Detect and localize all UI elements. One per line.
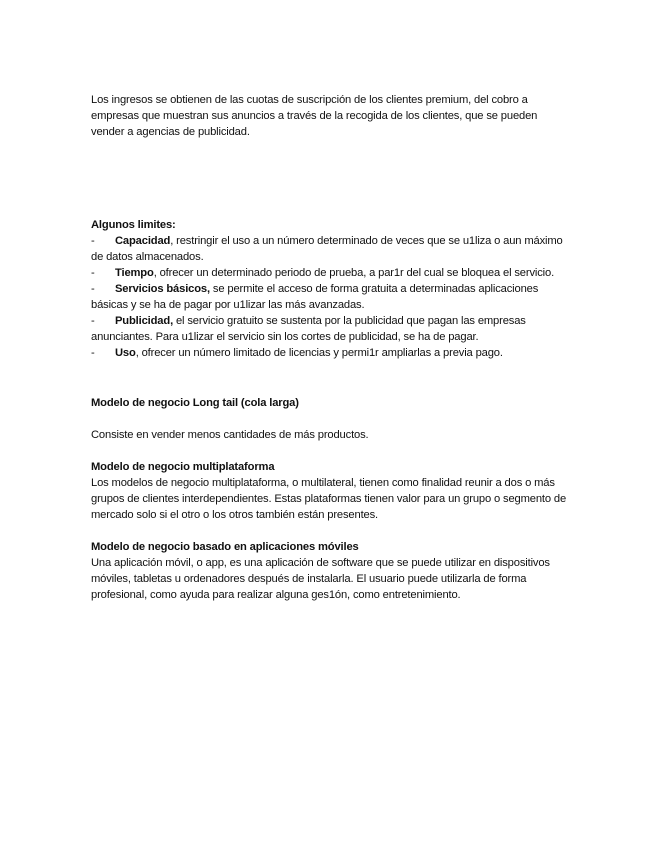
limit-description: , restringir el uso a un número determinado de veces que se u1liza o aun máximo de datos almacenados. (91, 235, 563, 263)
limit-item-capacity (91, 233, 571, 265)
limit-description: el servicio gratuito se sustenta por la publicidad que pagan las empresas anunciantes. Para u1lizar el servicio sin los cortes de publicidad, se ha de pagar. (91, 315, 526, 343)
limits-heading: Algunos limites: (91, 219, 176, 231)
limit-item-advertising (91, 313, 571, 345)
limit-term: Servicios básicos, (115, 283, 210, 295)
bullet-dash: - (91, 267, 95, 279)
multiplatform-section (91, 459, 571, 523)
limit-term: Capacidad (115, 235, 171, 247)
limit-item-usage (91, 345, 571, 361)
long-tail-text: Consiste en vender menos cantidades de más productos. (91, 429, 369, 441)
limit-term: Tiempo (115, 267, 154, 279)
long-tail-section (91, 395, 571, 411)
limits-section (91, 217, 571, 361)
intro-paragraph (91, 92, 571, 140)
limit-description: , ofrecer un determinado periodo de prueba, a par1r del cual se bloquea el servicio. (153, 267, 555, 279)
mobile-apps-section (91, 539, 571, 603)
long-tail-heading: Modelo de negocio Long tail (cola larga) (91, 397, 299, 409)
multiplatform-text: Los modelos de negocio multiplataforma, o multilateral, tienen como finalidad reunir a dos o más grupos de clientes interdependientes. Estas plataformas tienen valor para un grupo o segmento de mercado solo si el otro o los otros también están presentes. (91, 477, 567, 521)
long-tail-body (91, 427, 571, 443)
limit-item-time (91, 265, 571, 281)
intro-text: Los ingresos se obtienen de las cuotas de suscripción de los clientes premium, del cobro a empresas que muestran sus anuncios a través de la recogida de los clientes, que se pueden vender a agencias de publicidad. (91, 94, 538, 138)
multiplatform-heading: Modelo de negocio multiplataforma (91, 461, 275, 473)
limit-item-basic-services (91, 281, 571, 313)
bullet-dash: - (91, 235, 95, 247)
bullet-dash: - (91, 283, 95, 295)
limit-description: se permite el acceso de forma gratuita a determinadas aplicaciones básicas y se ha de pagar por u1lizar las más avanzadas. (91, 283, 539, 311)
mobile-apps-text: Una aplicación móvil, o app, es una aplicación de software que se puede utilizar en dispositivos móviles, tabletas u ordenadores después de instalarla. El usuario puede utilizarla de forma profesional, como ayuda para realizar alguna ges1ón, como entretenimiento. (91, 557, 550, 601)
limit-term: Publicidad, (115, 315, 174, 327)
mobile-apps-heading: Modelo de negocio basado en aplicaciones móviles (91, 541, 359, 553)
limit-term: Uso (115, 347, 136, 359)
bullet-dash: - (91, 347, 95, 359)
limit-description: , ofrecer un número limitado de licencias y permi1r ampliarlas a previa pago. (135, 347, 503, 359)
bullet-dash: - (91, 315, 95, 327)
